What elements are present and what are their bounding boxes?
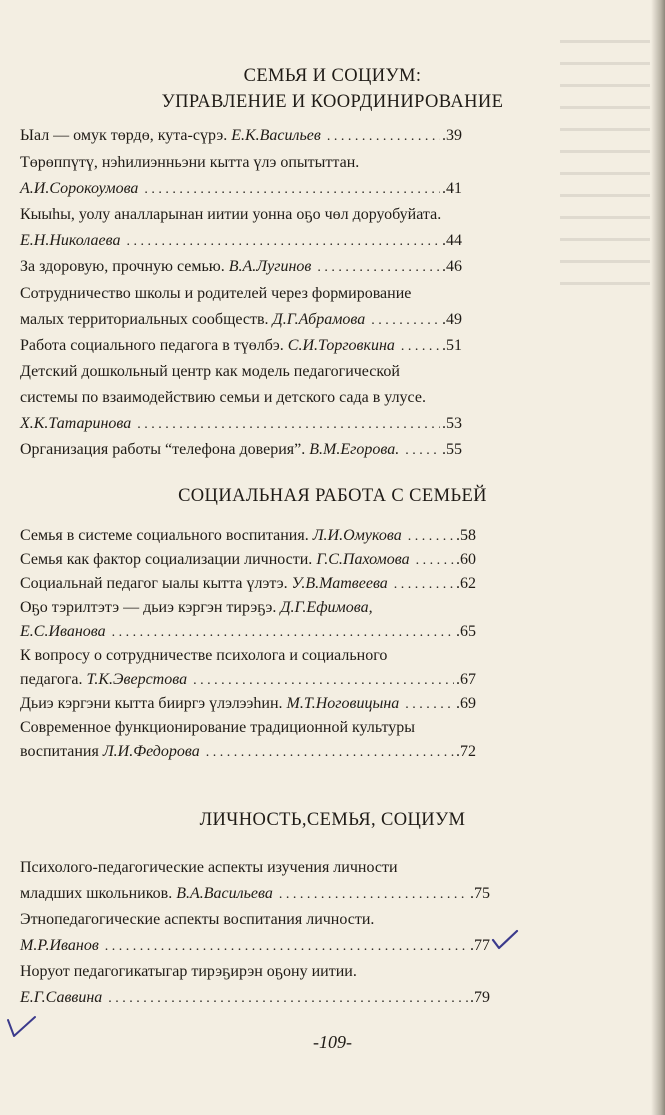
entry-title: воспитания	[20, 743, 99, 760]
entry-author: В.М.Егорова.	[309, 441, 400, 458]
entry-title: Социальнай педагог ыалы кытта үлэтэ.	[20, 575, 288, 592]
entry-title: Работа социального педагога в түөлбэ.	[20, 337, 284, 354]
leader-dots	[144, 181, 440, 199]
entry-author: Д.Г.Абрамова	[272, 311, 366, 328]
entry-page: .44	[442, 232, 462, 249]
entry-title: младших школьников.	[20, 885, 173, 902]
toc-entry	[20, 743, 476, 762]
entry-page: .67	[456, 671, 476, 688]
toc-entry	[20, 180, 462, 199]
toc-entry	[20, 258, 462, 277]
toc-entry	[20, 527, 476, 546]
entry-title: За здоровую, прочную семью.	[20, 258, 225, 275]
entry-title: Оҕо тэрилтэтэ — дьиэ кэргэн тирэҕэ.	[20, 599, 277, 616]
entry-author: А.И.Сорокоумова	[20, 180, 139, 197]
entry-title: Төрөппүтү, нэһилиэнньэни кытта үлэ опытыттан.	[20, 154, 360, 171]
leader-dots	[371, 312, 440, 330]
entry-page: .62	[456, 575, 476, 592]
toc-entry	[20, 695, 476, 714]
leader-dots	[112, 624, 454, 642]
section-2-title: СОЦИАЛЬНАЯ РАБОТА С СЕМЬЕЙ	[178, 486, 487, 506]
toc-entry	[20, 337, 462, 356]
entry-author: В.А.Васильева	[176, 885, 273, 902]
leader-dots	[405, 442, 440, 460]
entry-author: Г.С.Пахомова	[316, 551, 410, 568]
leader-dots	[401, 338, 440, 356]
entry-title: Кыыһы, уолу аналларынан иитии уонна оҕо чөл доруобуйата.	[20, 206, 442, 223]
toc-entry-line	[20, 599, 373, 617]
entry-title: Норуот педагогикатыгар тирэҕирэн оҕону иитии.	[20, 963, 357, 980]
leader-dots	[279, 886, 468, 904]
page-number: -109-	[313, 1032, 352, 1052]
toc-entry	[20, 127, 462, 146]
entry-title: Дьиэ кэргэни кытта бииргэ үлэлээһин.	[20, 695, 283, 712]
entry-author: Х.К.Татаринова	[20, 415, 132, 432]
section-3-title: ЛИЧНОСТЬ,СЕМЬЯ, СОЦИУМ	[199, 810, 466, 830]
leader-dots	[126, 233, 440, 251]
entry-author: У.В.Матвеева	[291, 575, 388, 592]
toc-entry	[20, 885, 490, 904]
entry-author: Л.И.Федорова	[102, 743, 200, 760]
entry-page: .77	[470, 937, 490, 954]
entry-page: .75	[470, 885, 490, 902]
entry-title: Сотрудничество школы и родителей через формирование	[20, 285, 412, 302]
section-1-title-line2: УПРАВЛЕНИЕ И КООРДИНИРОВАНИЕ	[161, 92, 504, 112]
entry-title: Ыал — омук төрдө, кута-сүрэ.	[20, 127, 228, 144]
entry-page: .51	[442, 337, 462, 354]
toc-entry	[20, 232, 462, 251]
entry-author: Е.К.Васильев	[231, 127, 321, 144]
entry-author: М.Р.Иванов	[20, 937, 99, 954]
entry-page: .69	[456, 695, 476, 712]
entry-author: В.А.Лугинов	[228, 258, 312, 275]
leader-dots	[193, 672, 454, 690]
leader-dots	[405, 696, 454, 714]
check-mark-icon	[4, 1014, 38, 1040]
entry-title: системы по взаимодействию семьи и детского сада в улусе.	[20, 389, 426, 406]
entry-author: Д.Г.Ефимова,	[280, 599, 373, 616]
entry-page: .72	[456, 743, 476, 760]
toc-entry	[20, 575, 476, 594]
entry-author: Е.Н.Николаева	[20, 232, 121, 249]
entry-title: К вопросу о сотрудничестве психолога и социального	[20, 647, 388, 664]
toc-entry	[20, 989, 490, 1008]
entry-author: С.И.Торговкина	[287, 337, 395, 354]
toc-entry	[20, 441, 462, 460]
entry-page: .79	[470, 989, 490, 1006]
toc-entry	[20, 311, 462, 330]
entry-title: Детский дошкольный центр как модель педагогической	[20, 363, 400, 380]
leader-dots	[317, 259, 440, 277]
entry-page: .60	[456, 551, 476, 568]
entry-page: .58	[456, 527, 476, 544]
toc-entry	[20, 937, 490, 956]
entry-page: .53	[442, 415, 462, 432]
page-edge-shadow	[651, 0, 665, 1115]
leader-dots	[327, 128, 440, 146]
section-1-title-line1: СЕМЬЯ И СОЦИУМ:	[243, 66, 422, 86]
leader-dots	[394, 576, 454, 594]
entry-page: .49	[442, 311, 462, 328]
entry-title: Организация работы “телефона доверия”.	[20, 441, 306, 458]
entry-author: М.Т.Ноговицына	[286, 695, 400, 712]
entry-title: педагога.	[20, 671, 83, 688]
leader-dots	[408, 528, 454, 546]
entry-title: Семья как фактор социализации личности.	[20, 551, 313, 568]
entry-page: .55	[442, 441, 462, 458]
entry-page: .65	[456, 623, 476, 640]
leader-dots	[137, 416, 440, 434]
leader-dots	[206, 744, 454, 762]
leader-dots	[108, 990, 468, 1008]
entry-author: Т.К.Эверстова	[86, 671, 188, 688]
entry-title: Современное функционирование традиционной культуры	[20, 719, 416, 736]
leader-dots	[416, 552, 454, 570]
entry-author: Е.С.Иванова	[20, 623, 106, 640]
entry-page: .46	[442, 258, 462, 275]
leader-dots	[105, 938, 468, 956]
entry-page: .41	[442, 180, 462, 197]
toc-entry	[20, 551, 476, 570]
entry-author: Е.Г.Саввина	[20, 989, 103, 1006]
toc-entry	[20, 671, 476, 690]
entry-author: Л.И.Омукова	[312, 527, 402, 544]
entry-title: Этнопедагогические аспекты воспитания личности.	[20, 911, 375, 928]
entry-page: .39	[442, 127, 462, 144]
entry-title: Психолого-педагогические аспекты изучения личности	[20, 859, 398, 876]
entry-title: Семья в системе социального воспитания.	[20, 527, 309, 544]
entry-title: малых территориальных сообществ.	[20, 311, 269, 328]
check-mark-icon	[490, 928, 520, 952]
toc-entry	[20, 623, 476, 642]
toc-entry	[20, 415, 462, 434]
